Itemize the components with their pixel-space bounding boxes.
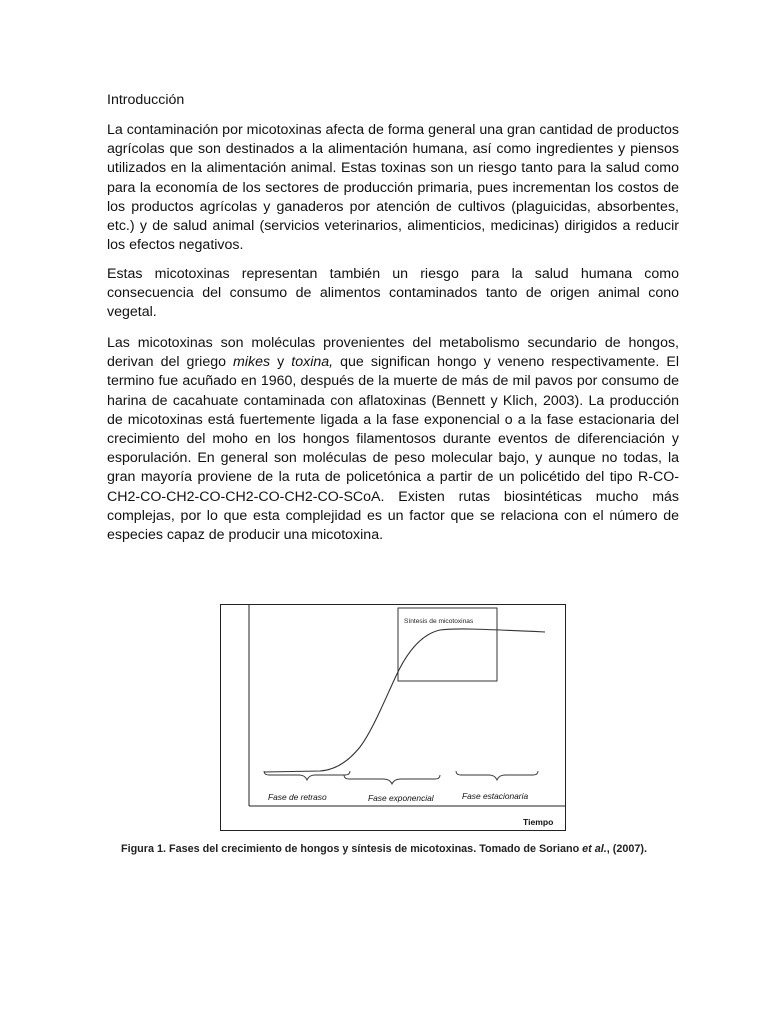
paragraph-3 [107,334,679,545]
exponential-phase-label: Fase exponencial [368,793,434,803]
figure-caption [0,843,768,855]
lag-phase-label: Fase de retraso [268,792,327,802]
growth-curve-diagram [220,604,566,831]
paragraph-3-text-1: Las micotoxinas son moléculas provenientes del metabolismo secundario de hongos, derivan del griego [107,335,679,371]
figure-caption-text-1: Figura 1. Fases del crecimiento de hongos y síntesis de micotoxinas. Tomado de Soriano [120,843,583,855]
figure-caption-text-2: , (2007). [606,843,647,855]
paragraph-3-text-2: y [270,354,292,371]
synthesis-box-label: Síntesis de micotoxinas [404,618,474,625]
paragraph-2: Estas micotoxinas representan también un riesgo para la salud humana como consecuencia del consumo de alimentos contaminados tanto de origen animal cono vegetal. [107,266,679,321]
paragraph-1: La contaminación por micotoxinas afecta de forma general una gran cantidad de productos agrícolas que son destinados a la alimentación humana, así como ingredientes y piensos utilizados en la alimentación animal. Estas toxinas son un riesgo tanto para la salud como para la economía de los sectores de producción primaria, pues incrementan los costos de los productos agrícolas y ganaderos por atención de cultivos (plaguicidas, absorbentes, etc.) y de salud animal (servicios veterinarios, alimenticios, medicinas) dirigidos a reducir los efectos negativos. [107,122,679,254]
growth-curve-figure [220,604,566,831]
x-axis-label: Tiempo [523,817,554,827]
stationary-phase-label: Fase estacionaria [462,791,529,801]
figure-caption-italic: et al. [582,843,607,855]
paragraph-3-italic-toxina: toxina, [291,354,334,371]
paragraph-3-italic-mikes: mikes [233,354,271,371]
paragraph-3-text-3: que significan hongo y veneno respectivamente. El termino fue acuñado en 1960, después de la muerte de más de mil pavos por consumo de harina de cacahuate contaminada con aflatoxinas (Bennett y Klich, 2003). La producción de micotoxinas está fuertemente ligada a la fase exponencial o a la fase estacionaria del crecimiento del moho en los hongos filamentosos durante eventos de diferenciación y esporulación. En general son moléculas de peso molecular bajo, y aunque no todas, la gran mayoría proviene de la ruta de policetónica a partir de un policétido del tipo R-CO-CH2-CO-CH2-CO-CH2-CO-CH2-CO-SCoA. Existen rutas biosintéticas mucho más complejas, por lo que esta complejidad es un factor que se relaciona con el número de especies capaz de producir una micotoxina. [107,354,679,544]
section-heading: Introducción [107,92,185,108]
